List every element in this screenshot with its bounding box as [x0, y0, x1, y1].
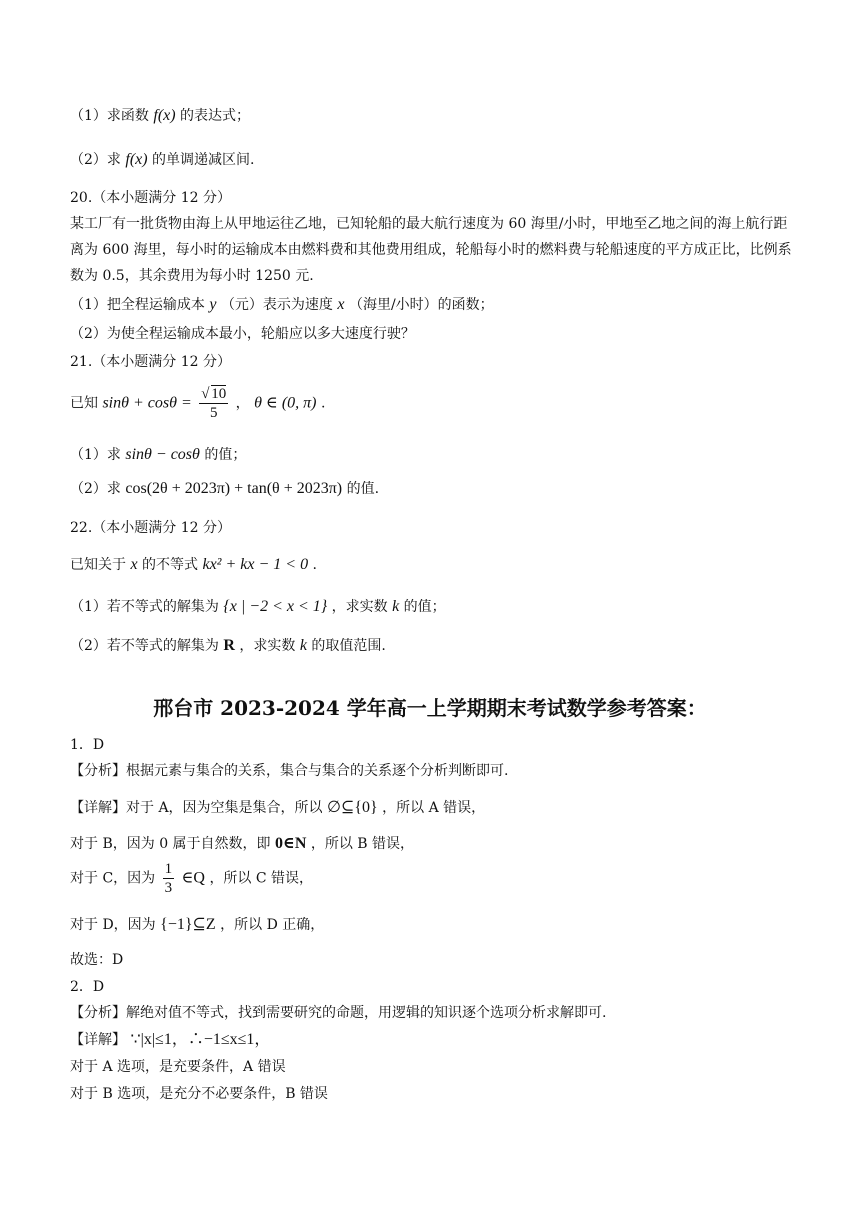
q21-part1-expr: sinθ − cosθ	[125, 446, 200, 463]
q19-part1-expr: f(x)	[153, 107, 176, 124]
q22-given	[70, 555, 317, 575]
a1-detail-b	[70, 834, 414, 854]
q21-given-domain: θ ∈ (0, π)	[254, 394, 317, 412]
q21-part2-prefix: （2）求	[70, 481, 121, 497]
q21-header: 21.（本小题满分 12 分）	[70, 354, 231, 370]
q19-part2-expr: f(x)	[125, 151, 148, 168]
a2-detail-expr: ∵|x|≤1，∴−1≤x≤1，	[130, 1031, 271, 1048]
a1-detail-d	[70, 915, 324, 935]
a1-detail-b-suffix: ，所以 B 错误，	[310, 836, 415, 852]
a2-detail	[70, 1030, 270, 1050]
q19-part2	[70, 150, 254, 170]
q22-part1-k: k	[392, 598, 400, 615]
q22-given-prefix: 已知关于	[70, 557, 126, 573]
q20-part2: （2）为使全程运输成本最小，轮船应以多大速度行驶？	[70, 326, 415, 342]
q21-part2	[70, 479, 379, 499]
a1-detail-c-suffix: ，所以 C 错误，	[209, 870, 314, 887]
q22-part1-set: {x | −2 < x < 1}	[223, 598, 328, 615]
a1-number: 1．D	[70, 737, 105, 753]
q21-given-sep: ，	[235, 395, 250, 412]
a2-number: 2．D	[70, 979, 105, 995]
a1-detail-d-suffix: ，所以 D 正确，	[220, 917, 325, 933]
q22-part2-prefix: （2）若不等式的解集为	[70, 638, 219, 654]
q19-part1-suffix: 的表达式；	[180, 108, 251, 124]
q19-part2-prefix: （2）求	[70, 152, 121, 168]
a1-detail-c-prefix: 对于 C，因为	[70, 870, 156, 887]
a1-analysis: 【分析】根据元素与集合的关系，集合与集合的关系逐个分析判断即可.	[70, 763, 509, 779]
q20-part1-a: （1）把全程运输成本	[70, 297, 205, 313]
a1-detail-a-suffix: ，所以 A 错误，	[382, 800, 486, 816]
q22-part2-k: k	[299, 637, 307, 654]
q22-part1-suffix: 的值；	[403, 599, 446, 615]
q20-header: 20.（本小题满分 12 分）	[70, 190, 231, 206]
q20-part1	[70, 295, 494, 315]
q21-part1	[70, 445, 246, 465]
q22-given-x: x	[130, 556, 138, 573]
q21-part2-suffix: 的值.	[346, 481, 380, 497]
a2-analysis: 【分析】解绝对值不等式，找到需要研究的命题，用逻辑的知识逐个选项分析求解即可.	[70, 1005, 607, 1021]
q22-part2-R: R	[223, 637, 235, 654]
q22-part2-mid: ，求实数	[239, 638, 296, 654]
a1-detail-b-expr: 0∈N	[275, 835, 307, 852]
a1-detail-a	[70, 798, 485, 818]
q19-part2-suffix: 的单调递减区间.	[152, 152, 255, 168]
q20-part1-c: （海里/小时）的函数；	[348, 297, 494, 313]
a1-detail-c-fraction	[163, 860, 175, 897]
a1-detail-a-prefix: 【详解】对于 A，因为空集是集合，所以	[70, 800, 323, 816]
q19-part1	[70, 106, 250, 126]
q22-part2	[70, 636, 386, 656]
q21-given-lhs: sinθ + cosθ =	[102, 394, 192, 412]
q21-part1-prefix: （1）求	[70, 447, 121, 463]
a1-detail-c-den: 3	[164, 880, 173, 896]
q21-given-den: 5	[209, 405, 218, 421]
q22-given-mid: 的不等式	[142, 557, 199, 573]
q21-given-end: .	[320, 395, 326, 412]
a2-detail-prefix: 【详解】	[70, 1032, 126, 1048]
answers-title: 邢台市 2023-2024 学年高一上学期期末考试数学参考答案：	[153, 696, 707, 720]
a1-detail-a-expr: ∅⊆{0}	[327, 799, 378, 816]
a1-detail-c-expr: ∈Q	[181, 869, 205, 887]
a1-detail-c	[70, 860, 313, 897]
q19-part1-prefix: （1）求函数	[70, 108, 149, 124]
q21-given-fraction	[199, 385, 228, 422]
a1-detail-c-num: 1	[164, 861, 173, 877]
a2-option-b: 对于 B 选项，是充分不必要条件，B 错误	[70, 1086, 328, 1102]
q20-var-y: y	[209, 296, 217, 313]
q22-given-end: .	[312, 557, 317, 573]
q21-given	[70, 385, 325, 422]
a1-detail-d-prefix: 对于 D，因为	[70, 917, 156, 933]
q22-given-expr: kx² + kx − 1 < 0	[202, 556, 309, 573]
q21-given-num: 10	[211, 386, 227, 402]
q22-part1-mid: ，求实数	[331, 599, 388, 615]
q21-part2-expr: cos(2θ + 2023π) + tan(θ + 2023π)	[125, 480, 343, 497]
a1-choice: 故选：D	[70, 952, 124, 968]
a2-option-a: 对于 A 选项，是充要条件，A 错误	[70, 1059, 286, 1075]
q22-part1-prefix: （1）若不等式的解集为	[70, 599, 219, 615]
q20-var-x: x	[337, 296, 345, 313]
q22-part2-suffix: 的取值范围.	[311, 638, 386, 654]
q21-given-prefix: 已知	[70, 395, 98, 412]
sqrt-symbol	[201, 386, 226, 402]
q21-part1-suffix: 的值；	[204, 447, 247, 463]
q20-body: 某工厂有一批货物由海上从甲地运往乙地，已知轮船的最大航行速度为 60 海里/小时，甲地至乙地之间的海上航行距离为 600 海里，每小时的运输成本由燃料费和其他费用组成，轮船每小时的燃料费与轮船速度的平方成正比，比例系数为 0.5，其余费用为每小时 1250 元.	[70, 216, 792, 284]
a1-detail-b-prefix: 对于 B，因为 0 属于自然数，即	[70, 836, 271, 852]
a1-detail-d-expr: {−1}⊆Z	[160, 916, 216, 933]
q22-header: 22.（本小题满分 12 分）	[70, 520, 231, 536]
q22-part1	[70, 597, 446, 617]
q20-part1-b: （元）表示为速度	[220, 297, 333, 313]
